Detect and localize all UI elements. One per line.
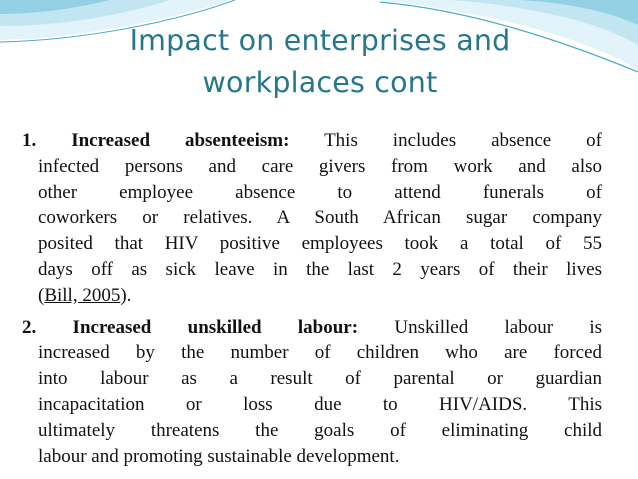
item-line: labour and promoting sustainable development.	[38, 445, 400, 467]
item-line: other employee absence to attend funerals of	[38, 181, 602, 203]
slide-body	[22, 128, 602, 475]
item-line: infected persons and care givers from work and also	[38, 155, 602, 177]
title-line-2: workplaces cont	[202, 66, 438, 99]
citation-link[interactable]: Bill, 2005	[44, 284, 121, 306]
item-line: into labour as a result of parental or guardian	[38, 368, 602, 390]
item-number: 1.	[22, 130, 37, 151]
item-heading: Increased unskilled labour:	[72, 316, 359, 338]
citation-close: ).	[120, 284, 132, 306]
item-text: Unskilled labour is	[394, 316, 603, 338]
item-line: incapacitation or loss due to HIV/AIDS. This	[38, 393, 602, 415]
citation-open: (	[38, 284, 45, 306]
slide-title	[60, 20, 580, 104]
item-line: ultimately threatens the goals of eliminating child	[38, 419, 602, 441]
list-item-absenteeism	[22, 128, 602, 309]
title-line-1: Impact on enterprises and	[129, 24, 511, 57]
item-citation-line	[38, 283, 602, 309]
list-item-first-line	[22, 128, 602, 154]
list-item-unskilled-labour	[22, 315, 602, 470]
item-line: increased by the number of children who are forced	[38, 342, 602, 364]
item-heading: Increased absenteeism:	[71, 130, 290, 151]
item-line: posited that HIV positive employees took a total of 55	[38, 233, 602, 255]
item-text: This includes absence of	[324, 130, 602, 151]
item-line: coworkers or relatives. A South African sugar company	[38, 207, 602, 229]
list-item-first-line	[22, 315, 602, 341]
item-number: 2.	[22, 316, 37, 338]
item-line: days off as sick leave in the last 2 years of their lives	[38, 258, 602, 280]
